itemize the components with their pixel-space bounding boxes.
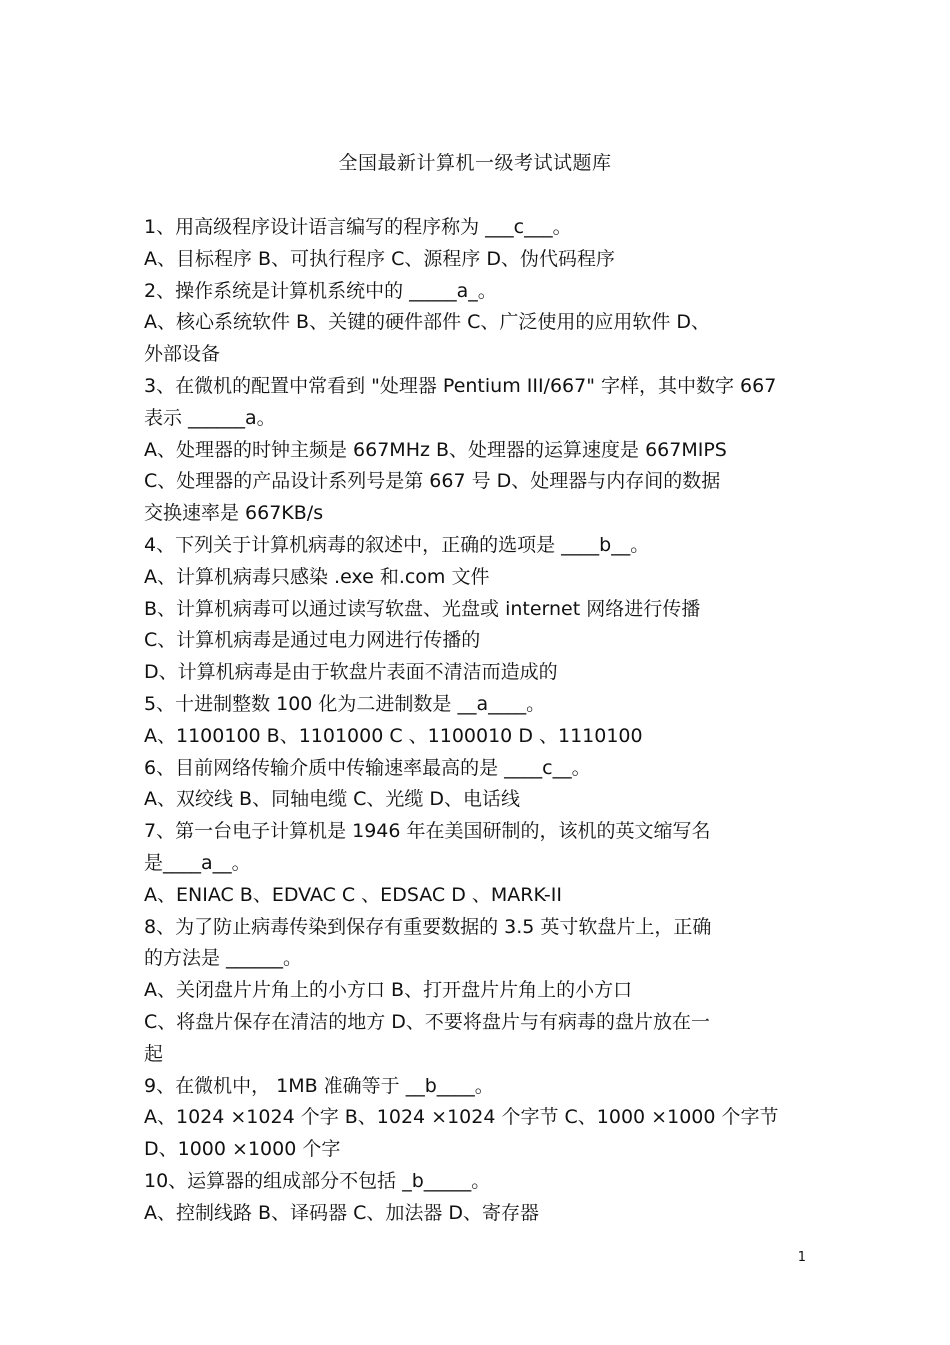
question-8-cont: 的方法是 ______。 [144,947,303,970]
question-4-option-a: A、计算机病毒只感染 .exe 和.com 文件 [144,565,490,588]
question-5: 5、十进制整数 100 化为二进制数是 __a____。 [144,692,546,715]
question-3-cont: 表示 ______a。 [144,406,276,429]
page-title: 全国最新计算机一级考试试题库 [338,152,612,174]
question-6-options: A、双绞线 B、同轴电缆 C、光缆 D、电话线 [144,788,521,811]
question-2: 2、操作系统是计算机系统中的 _____a_。 [144,279,497,302]
question-3-options-cont-2: 交换速率是 667KB/s [144,502,324,525]
question-7-options: A、ENIAC B、EDVAC C 、EDSAC D 、MARK-II [144,883,562,906]
question-4-option-d: D、计算机病毒是由于软盘片表面不清洁而造成的 [144,661,558,684]
question-8-options-ab: A、关闭盘片片角上的小方口 B、打开盘片片角上的小方口 [144,979,633,1002]
question-9-options: A、1024 ×1024 个字 B、1024 ×1024 个字节 C、1000 ×1000 个字节 [144,1106,779,1129]
question-7-cont: 是____a__。 [144,851,251,874]
question-3: 3、在微机的配置中常看到 "处理器 Pentium III/667" 字样，其中数字 667 [144,374,777,397]
question-8: 8、为了防止病毒传染到保存有重要数据的 3.5 英寸软盘片上，正确 [144,915,712,938]
question-6: 6、目前网络传输介质中传输速率最高的是 ____c__。 [144,756,591,779]
question-9: 9、在微机中， 1MB 准确等于 __b____。 [144,1074,494,1097]
question-2-options-cont: 外部设备 [144,343,221,366]
question-9-options-cont: D、1000 ×1000 个字 [144,1138,341,1161]
question-10-options: A、控制线路 B、译码器 C、加法器 D、寄存器 [144,1201,540,1224]
question-3-options-cont: C、处理器的产品设计系列号是第 667 号 D、处理器与内存间的数据 [144,470,721,493]
question-8-options-cd: C、将盘片保存在清洁的地方 D、不要将盘片与有病毒的盘片放在一 [144,1010,710,1033]
question-10: 10、运算器的组成部分不包括 _b_____。 [144,1169,491,1192]
question-4: 4、下列关于计算机病毒的叙述中，正确的选项是 ____b__。 [144,533,650,556]
question-2-options: A、核心系统软件 B、关键的硬件部件 C、广泛使用的应用软件 D、 [144,311,711,334]
question-3-options: A、处理器的时钟主频是 667MHz B、处理器的运算速度是 667MIPS [144,438,727,461]
question-5-options: A、1100100 B、1101000 C 、1100010 D 、1110100 [144,724,643,747]
page-number: 1 [797,1250,806,1265]
question-1: 1、用高级程序设计语言编写的程序称为 ___c___。 [144,216,572,238]
question-4-option-b: B、计算机病毒可以通过读写软盘、光盘或 internet 网络进行传播 [144,597,701,620]
question-1-options: A、目标程序 B、可执行程序 C、源程序 D、伪代码程序 [144,247,616,270]
question-4-option-c: C、计算机病毒是通过电力网进行传播的 [144,629,481,652]
question-7: 7、第一台电子计算机是 1946 年在美国研制的，该机的英文缩写名 [144,820,711,843]
question-8-options-cont: 起 [144,1042,164,1065]
question-list [144,212,816,1230]
